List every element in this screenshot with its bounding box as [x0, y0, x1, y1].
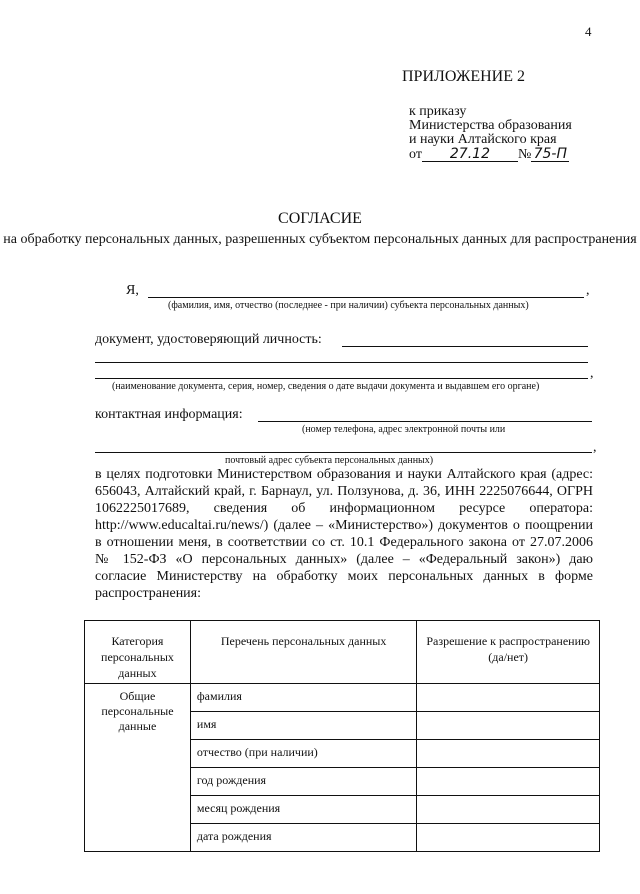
header-category: Категория персональных данных: [85, 621, 191, 684]
document-field-line-2[interactable]: [95, 362, 588, 363]
page-number: 4: [585, 24, 592, 39]
table-header-row: [85, 621, 600, 684]
header-data-list: Перечень персональных данных: [190, 621, 416, 684]
category-cell: Общие персональные данные: [85, 684, 191, 852]
appendix-title: ПРИЛОЖЕНИЕ 2: [402, 68, 526, 85]
permission-cell[interactable]: [417, 796, 600, 824]
order-reference: [409, 105, 572, 162]
data-item-cell: имя: [190, 712, 416, 740]
document-label: документ, удостоверяющий личность:: [95, 332, 322, 347]
contact-field-line-1[interactable]: [258, 421, 592, 422]
contact-comma: ,: [593, 440, 597, 455]
date-prefix: от: [409, 147, 422, 162]
permission-cell[interactable]: [417, 740, 600, 768]
data-item-cell: отчество (при наличии): [190, 740, 416, 768]
i-label: Я,: [126, 283, 139, 298]
contact-label: контактная информация:: [95, 407, 243, 422]
order-date-line: [409, 147, 572, 162]
personal-data-table: [84, 620, 600, 852]
data-item-cell: фамилия: [190, 684, 416, 712]
contact-hint-2: почтовый адрес субъекта персональных данных): [225, 455, 434, 466]
name-hint: (фамилия, имя, отчество (последнее - при наличии) субъекта персональных данных): [168, 300, 529, 311]
document-comma: ,: [590, 366, 594, 381]
order-line-3: и науки Алтайского края: [409, 132, 557, 147]
number-prefix: №: [517, 147, 532, 162]
consent-title: СОГЛАСИЕ: [278, 210, 362, 227]
consent-subtitle: на обработку персональных данных, разрешенных субъектом персональных данных для распространения: [3, 232, 637, 247]
permission-cell[interactable]: [417, 768, 600, 796]
contact-hint-1: (номер телефона, адрес электронной почты или: [302, 424, 506, 435]
name-comma: ,: [586, 283, 590, 298]
document-field-line-3[interactable]: [95, 378, 588, 379]
data-item-cell: месяц рождения: [190, 796, 416, 824]
permission-cell[interactable]: [417, 712, 600, 740]
document-field-line-1[interactable]: [342, 346, 588, 347]
table-row: [85, 684, 600, 712]
data-item-cell: дата рождения: [190, 824, 416, 852]
permission-cell[interactable]: [417, 824, 600, 852]
order-date-handwritten: 27.12: [422, 147, 518, 162]
document-hint: (наименование документа, серия, номер, сведения о дате выдачи документа и выдавшем его органе): [112, 381, 540, 392]
contact-field-line-2[interactable]: [95, 452, 592, 453]
order-number-handwritten: 75-П: [531, 147, 569, 162]
order-line-1: к приказу: [409, 104, 467, 119]
data-item-cell: год рождения: [190, 768, 416, 796]
header-permission: Разрешение к распространению (да/нет): [417, 621, 600, 684]
consent-body-text: в целях подготовки Министерством образования и науки Алтайского края (адрес: 656043, Алтайский край, г. Барнаул, ул. Ползунова, д. 36, ИНН 2225076644, ОГРН 1062225017689, сведения об информационном ресурсе оператора: http://www.educaltai.ru/news/) (далее – «Министерство») документов о поощрении в отношении меня, в соответствии со ст. 10.1 Федерального закона от 27.07.2006 № 152-ФЗ «О персональных данных» (далее – «Федеральный закон») даю согласие Министерству на обработку моих персональных данных в форме распространения:: [95, 467, 593, 601]
name-field-line[interactable]: [148, 297, 584, 298]
permission-cell[interactable]: [417, 684, 600, 712]
order-line-2: Министерства образования: [409, 118, 572, 133]
